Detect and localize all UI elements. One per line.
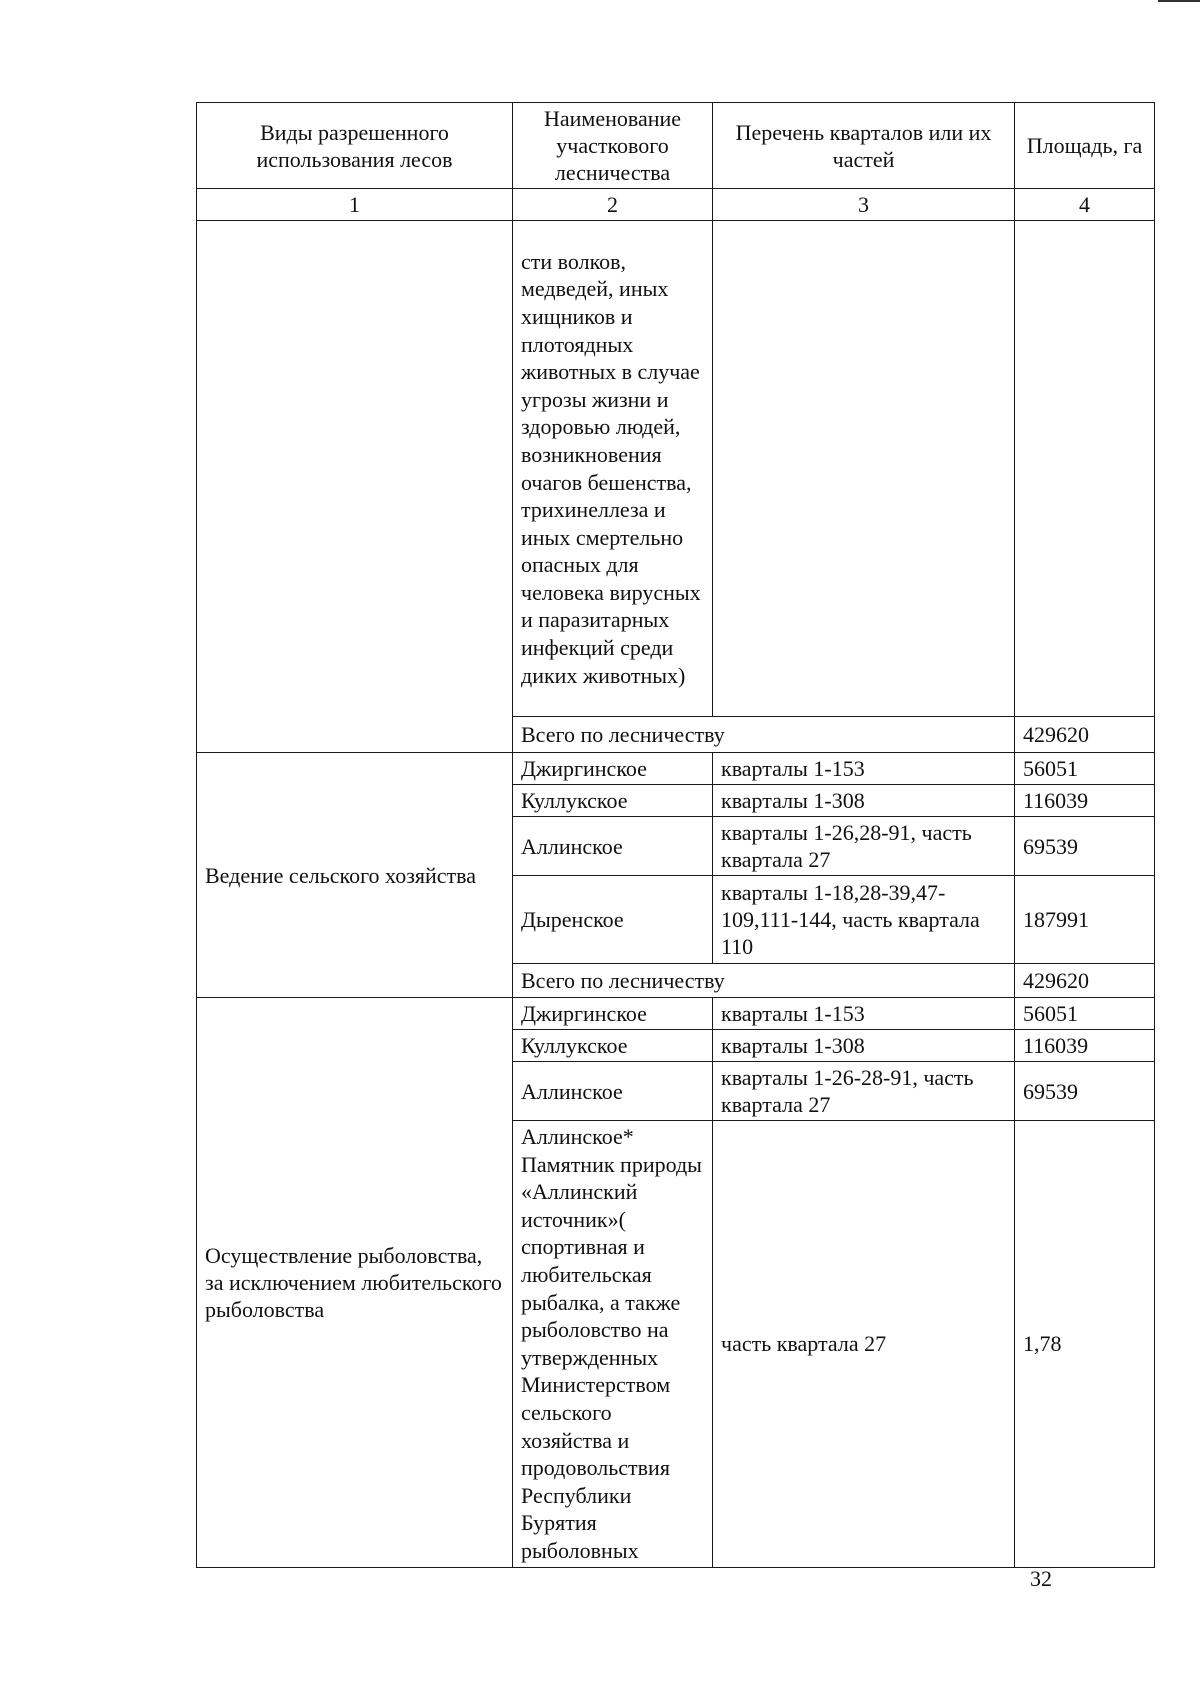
header-use-type: Виды разрешенного использования лесов <box>197 103 513 189</box>
use-type-cell: Осуществление рыболовства, за исключением любительского рыболовства <box>197 998 513 1568</box>
continuation-text-cell: сти волков, медведей, иных хищников и плотоядных животных в случае угрозы жизни и здоровью людей, возникновения очагов бешенства, трихинеллеза и иных смертельно опасных для человека вирусных и паразитарных инфекций среди диких животных) <box>513 221 713 717</box>
forestry-cell: Джиргинское <box>513 753 713 785</box>
quarters-cell: кварталы 1-26-28-91, часть квартала 27 <box>713 1062 1015 1121</box>
col-num-2: 2 <box>513 189 713 221</box>
total-label: Всего по лесничеству <box>513 964 1015 998</box>
area-cell: 69539 <box>1015 817 1155 876</box>
header-area: Площадь, га <box>1015 103 1155 189</box>
table-row <box>197 998 1155 1030</box>
page-number: 32 <box>1030 1566 1052 1591</box>
table-header-row <box>197 103 1155 189</box>
quarters-cell: кварталы 1-308 <box>713 785 1015 817</box>
area-cell: 69539 <box>1015 1062 1155 1121</box>
table-row <box>197 221 1155 717</box>
area-cell: 56051 <box>1015 753 1155 785</box>
area-cell: 56051 <box>1015 998 1155 1030</box>
quarters-cell: кварталы 1-308 <box>713 1030 1015 1062</box>
area-cell: 116039 <box>1015 1030 1155 1062</box>
area-cell: 187991 <box>1015 876 1155 964</box>
forestry-cell: Аллинское <box>513 817 713 876</box>
header-quarters: Перечень кварталов или их частей <box>713 103 1015 189</box>
quarters-cell: часть квартала 27 <box>713 1121 1015 1568</box>
col-num-1: 1 <box>197 189 513 221</box>
quarters-cell-empty <box>713 221 1015 717</box>
table-row <box>197 753 1155 785</box>
forestry-cell: Куллукское <box>513 785 713 817</box>
header-forestry: Наименование участкового лесничества <box>513 103 713 189</box>
forestry-cell: Аллинское* Памятник природы «Аллинский источник»( спортивная и любительская рыбалка, а также рыболовство на утвержденных Министерством сельского хозяйства и продовольствия Республики Бурятия рыболовных <box>513 1121 713 1568</box>
col-num-4: 4 <box>1015 189 1155 221</box>
use-type-cell-empty <box>197 221 513 753</box>
use-type-cell: Ведение сельского хозяйства <box>197 753 513 998</box>
total-label: Всего по лесничеству <box>513 717 1015 753</box>
forestry-cell: Куллукское <box>513 1030 713 1062</box>
forest-use-table <box>196 102 1155 1568</box>
quarters-cell: кварталы 1-18,28-39,47-109,111-144, часть квартала 110 <box>713 876 1015 964</box>
forestry-cell: Дыренское <box>513 876 713 964</box>
area-cell: 1,78 <box>1015 1121 1155 1568</box>
area-cell-empty <box>1015 221 1155 717</box>
scan-edge-mark <box>1158 0 1200 2</box>
col-num-3: 3 <box>713 189 1015 221</box>
area-cell: 116039 <box>1015 785 1155 817</box>
quarters-cell: кварталы 1-153 <box>713 998 1015 1030</box>
total-value: 429620 <box>1015 964 1155 998</box>
total-value: 429620 <box>1015 717 1155 753</box>
quarters-cell: кварталы 1-26,28-91, часть квартала 27 <box>713 817 1015 876</box>
forestry-cell: Джиргинское <box>513 998 713 1030</box>
forestry-cell: Аллинское <box>513 1062 713 1121</box>
quarters-cell: кварталы 1-153 <box>713 753 1015 785</box>
column-number-row <box>197 189 1155 221</box>
